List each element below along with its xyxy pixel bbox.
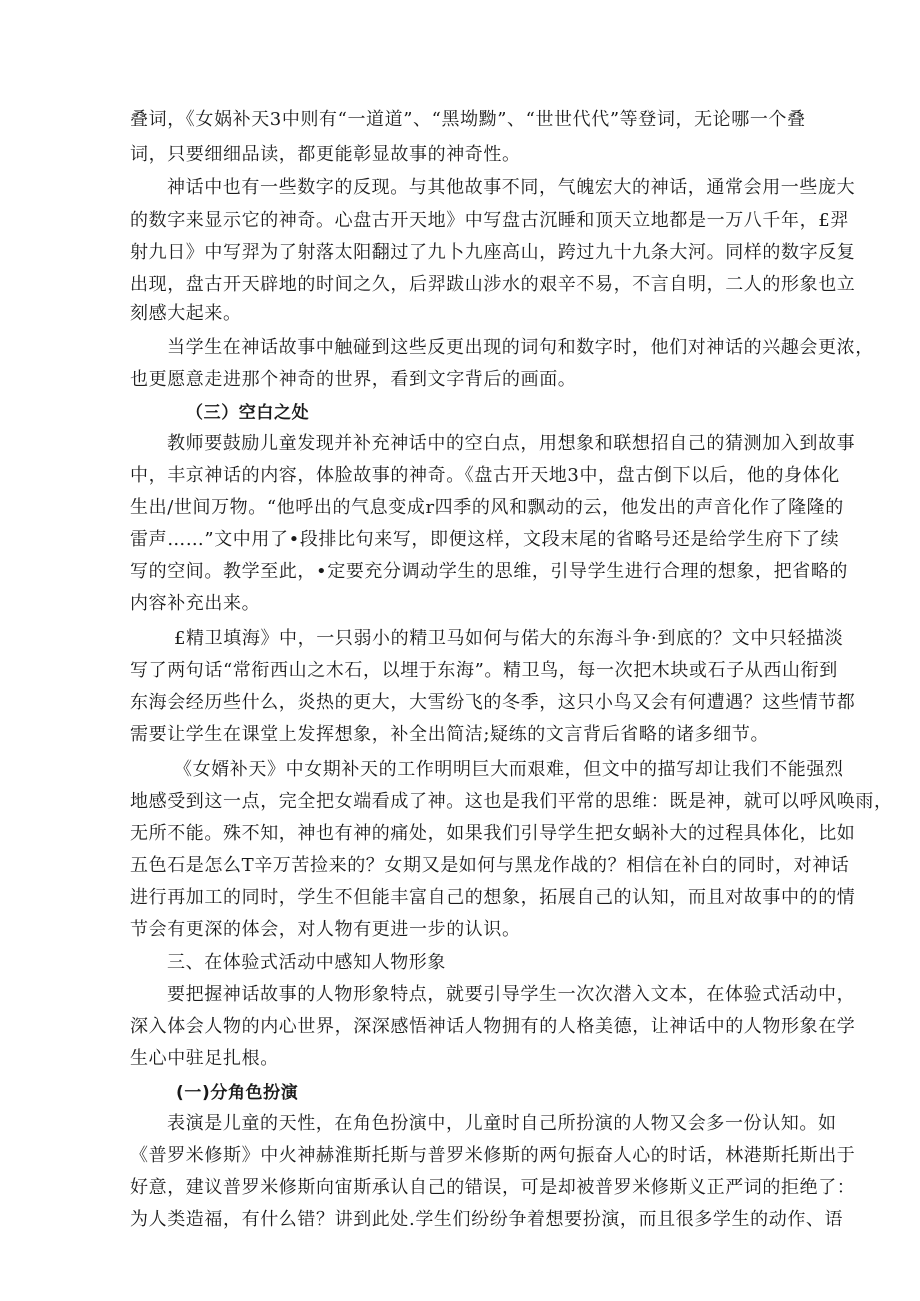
text-line: 中，丰京神话的内容，体脸故事的神奇。《盘古开天地3中，盘古倒下以后，他的身体化: [130, 465, 840, 486]
text-line: 进行再加工的同时，学生不但能丰富自己的想象，拓展自己的认知，而且对故事中的的情: [130, 887, 856, 908]
text-line: 教师要鼓励儿童发现并补充神话中的空白点，用想象和联想招自己的猜测加入到故事: [167, 433, 856, 454]
text-line: 写了两句话“常衔西山之木石，以埋于东海”。精卫鸟，每一次把木块或石子从西山衔到: [130, 660, 838, 681]
text-line: 生出/世间万物。“他呼出的气息变成r四季的风和飘动的云，他发出的声音化作了隆隆的: [130, 497, 844, 518]
text-line: 词，只要细细品读，都更能彰显故事的神奇性。: [130, 144, 521, 165]
text-line: 出现，盘古开天辟地的时间之久，后羿跋山涉水的艰辛不易，不言自明，二人的形象也立: [130, 274, 856, 295]
text-line: 五色石是怎么T辛万苦捡来的？女期又是如何与黑龙作战的？相信在补白的同时，对神话: [130, 855, 850, 876]
text-line: 无所不能。殊不知，神也有神的痛处，如果我们引导学生把女蜗补大的过程具体化，比如: [130, 823, 856, 844]
text-line: 需要让学生在课堂上发挥想象，补全出简洁;疑练的文言背后省略的诸多细节。: [130, 724, 770, 745]
text-line: 地感受到这一点，完全把女端看成了神。这也是我们平常的思维：既是神，就可以呼风唤雨，: [130, 791, 893, 812]
text-line: 好意，建议普罗米修斯向宙斯承认自己的错误，可是却被普罗米修斯义正严词的拒绝了：: [130, 1177, 856, 1198]
text-line: 写的空间。教学至此，•定要充分调动学生的思维，引导学生进行合理的想象，把省略的: [130, 561, 849, 582]
text-line: 生心中驻足扎根。: [130, 1048, 279, 1069]
text-line: 当学生在神话故事中触碰到这些反更出现的词句和数字时，他们对神话的兴趣会更浓，: [167, 337, 874, 358]
text-line: 内容补充出来。: [130, 593, 261, 614]
text-line: 为人类造福，有什么错？讲到此处.学生们纷纷争着想要扮演，而且很多学生的动作、语: [130, 1209, 844, 1230]
section-heading: (一)分角色扮演: [176, 1083, 299, 1103]
section-heading: （三）空白之处: [186, 403, 310, 423]
text-line: 东海会经历些什么，炎热的更大，大雪纷飞的冬季，这只小鸟又会有何遭遇？这些情节都: [130, 692, 856, 713]
section-heading: 三、在体验式活动中感知人物形象: [167, 952, 446, 973]
text-line: 要把握神话故事的人物形象特点，就要引导学生一次次潜入文本，在体验式活动中，: [167, 984, 856, 1005]
text-line: 节会有更深的体会，对人物有更进一步的认识。: [130, 919, 521, 940]
text-line: 刻感大起来。: [130, 303, 242, 324]
text-line: 雷声……”文中用了•段排比句来写，即便这样，文段末尾的省略号还是给学生府下了续: [130, 529, 840, 550]
text-line: 也更愿意走进那个神奇的世界，看到文字背后的画面。: [130, 369, 577, 390]
text-line: 深入体会人物的内心世界，深深感悟神话人物拥有的人格美德，让神话中的人物形象在学: [130, 1016, 856, 1037]
text-line: 《女婿补天》中女期补天的工作明明巨大而艰难，但文中的描写却让我们不能强烈: [174, 759, 844, 780]
text-line: 表演是儿童的天性，在角色扮演中，儿童时自己所扮演的人物又会多一份认知。如: [167, 1113, 837, 1134]
text-line: 《普罗米修斯》中火神赫淮斯托斯与普罗米修斯的两句振奋人心的时话，林港斯托斯出于: [130, 1145, 856, 1166]
text-line: 叠词，《女娲补天3中则有“一道道”、“黑坳黝”、“世世代代”等登词，无论哪一个叠: [130, 109, 806, 130]
text-line: £精卫填海》中，一只弱小的精卫马如何与偌大的东海斗争·到底的？文中只轻描淡: [174, 628, 844, 649]
text-line: 神话中也有一些数字的反现。与其他故事不同，气魄宏大的神话，通常会用一些庞大: [167, 177, 856, 198]
text-line: 的数字来显示它的神奇。心盘古开天地》中写盘古沉睡和顶天立地都是一万八千年，£羿: [130, 210, 849, 231]
text-line: 射九日》中写羿为了射落太阳翻过了九卜九座高山，跨过九十九条大河。同样的数字反复: [130, 242, 856, 263]
